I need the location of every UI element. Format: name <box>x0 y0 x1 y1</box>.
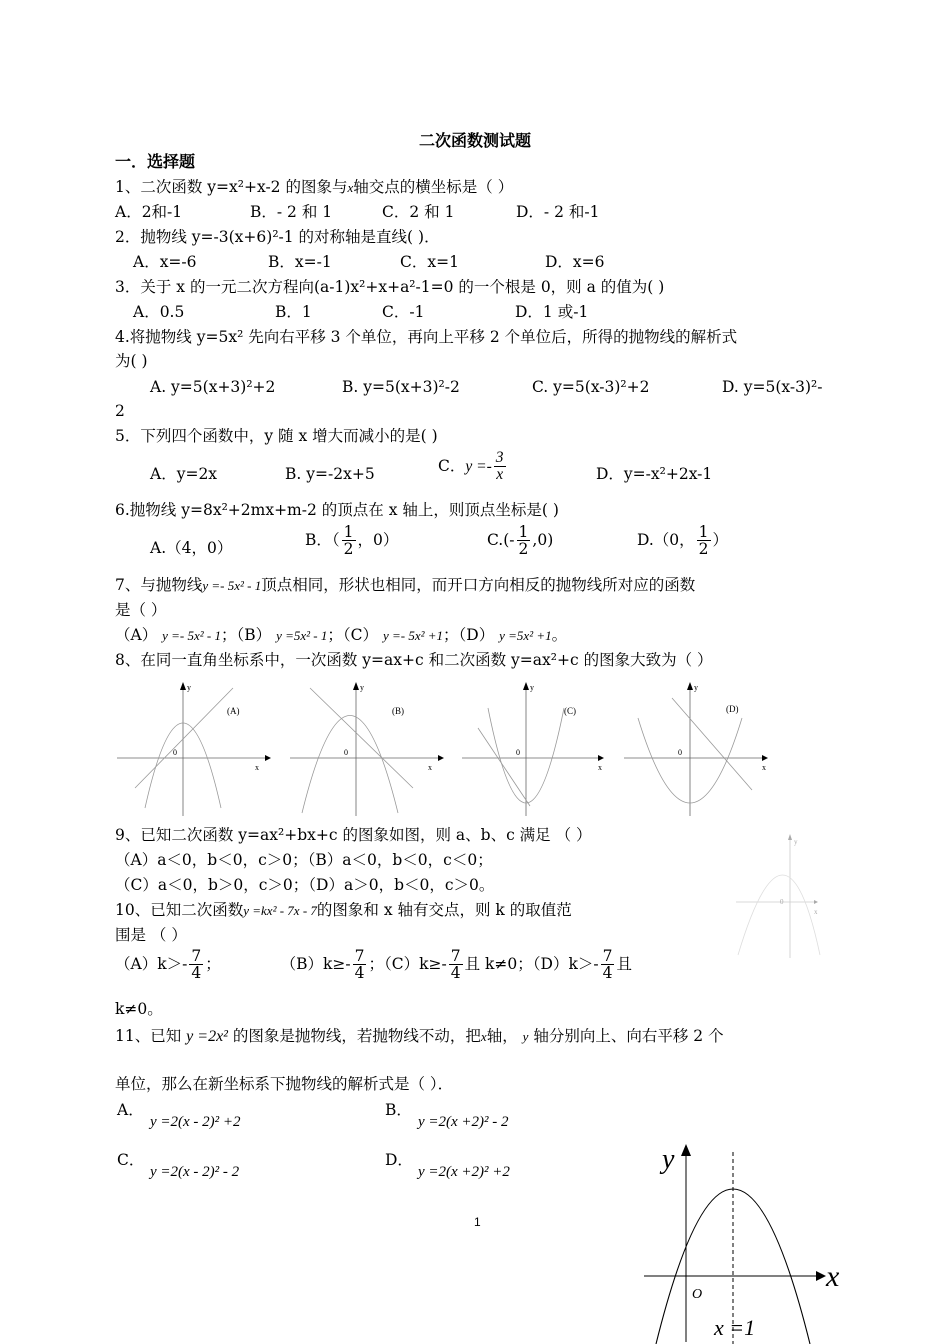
q11-stem-cont: 单位，那么在新坐标系下抛物线的解析式是（ ）． <box>115 1075 454 1093</box>
q7-options: （A） y =- 5x² - 1；（B） y =5x² - 1；（C） y =- 5x² +1；（D） y =5x² +1。 <box>115 626 568 644</box>
x-label: x <box>255 763 259 772</box>
q11-option-a-label: A． <box>117 1101 144 1119</box>
q9-options-2: （C）a＜0，b＞0，c＞0；（D）a＞0，b＜0，c＞0。 <box>115 876 495 894</box>
q4-stem-cont: 为( ) <box>115 352 148 370</box>
symmetry-axis-label: x =1 <box>714 1315 756 1340</box>
line <box>310 688 413 788</box>
q2-option-a: A．x=-6 <box>133 253 197 271</box>
graph-label: (B) <box>392 706 404 716</box>
q3-stem: 3．关于 x 的一元二次方程向(a-1)x²+x+a²-1=0 的一个根是 0，则 a 的值为( ) <box>115 278 665 296</box>
page-number: 1 <box>474 1215 481 1229</box>
y-label: y <box>794 838 798 846</box>
q6-option-d: D.（0， $\frac{1}{2}$ ） <box>637 523 729 559</box>
q11-option-a: y =2(x - 2)² +2 <box>150 1114 241 1130</box>
q5-option-d: D．y=-x²+2x-1 <box>596 465 713 483</box>
parabola <box>738 875 820 955</box>
q6-option-a: A.（4，0） <box>150 539 233 557</box>
q4-option-d: D. y=5(x-3)²- <box>722 378 823 396</box>
q8-graph-c <box>460 678 620 818</box>
q3-option-c: C．-1 <box>382 303 425 321</box>
q5-option-b: B. y=-2x+5 <box>285 465 375 483</box>
q10-stem-cont: 围是 （ ） <box>115 926 187 944</box>
q9-stem: 9、已知二次函数 y=ax²+bx+c 的图象如图，则 a、b、c 满足 （ ） <box>115 826 592 844</box>
origin-label: 0 <box>516 748 520 757</box>
q3-option-d: D．1 或-1 <box>515 303 589 321</box>
q6-option-b: B．（ $\frac{1}{2}$ ，0） <box>305 523 399 559</box>
q1-stem: 1、二次函数 y=x²+x-2 的图象与x轴交点的横坐标是（ ） <box>115 178 514 196</box>
q8-graph-b <box>288 678 448 818</box>
q4-option-a: A. y=5(x+3)²+2 <box>150 378 276 396</box>
x-label: x <box>762 763 766 772</box>
q4-option-d-wrap: 2 <box>115 402 125 420</box>
q4-option-b: B. y=5(x+3)²-2 <box>342 378 460 396</box>
line <box>478 728 530 806</box>
q4-option-c: C. y=5(x-3)²+2 <box>532 378 650 396</box>
x-label: x <box>826 1260 840 1293</box>
q2-stem: 2．抛物线 y=-3(x+6)²-1 的对称轴是直线( )． <box>115 228 440 246</box>
graph-label: (A) <box>227 706 240 716</box>
q8-graph-a <box>115 678 275 818</box>
origin-label: 0 <box>344 748 348 757</box>
q10-options-wrap: k≠0。 <box>115 1000 163 1018</box>
y-label: y <box>187 683 191 692</box>
q5-option-c: C．y =- $\frac{3}{x}$ <box>438 449 504 484</box>
q9-options-1: （A）a＜0，b＜0，c＞0；（B）a＜0，b＜0，c＜0； <box>115 851 493 869</box>
q3-option-a: A．0.5 <box>133 303 185 321</box>
graph-label: (C) <box>564 706 576 716</box>
q11-stem: 11、已知 y =2x² 的图象是抛物线，若抛物线不动，把x轴， y 轴分别向上、向右平移 2 个 <box>115 1027 724 1045</box>
graph-label: (D) <box>726 704 739 714</box>
q8-stem: 8、在同一直角坐标系中，一次函数 y=ax+c 和二次函数 y=ax²+c 的图象大致为（ ） <box>115 651 713 669</box>
q3-option-b: B．1 <box>275 303 312 321</box>
q1-option-a: A．2和-1 <box>115 203 183 221</box>
parabola-graph <box>640 1138 850 1344</box>
q7-stem-cont: 是（ ） <box>115 601 167 619</box>
line <box>672 698 752 790</box>
q10-options: （A）k＞- $\frac{7}{4}$ ； （B）k≥- $\frac{7}{4}$ ；（C）k≥- $\frac{7}{4}$ 且 k≠0；（D）k＞- $\frac{7}{4}$ 且 <box>115 947 632 983</box>
q7-stem: 7、与抛物线y =- 5x² - 1顶点相同，形状也相同，而开口方向相反的抛物线所对应的函数 <box>115 576 696 594</box>
y-label: y <box>694 683 698 692</box>
line <box>135 688 233 788</box>
q2-option-b: B．x=-1 <box>268 253 332 271</box>
page-title: 二次函数测试题 <box>418 131 531 150</box>
origin-label: 0 <box>173 748 177 757</box>
q9-graph <box>728 830 828 960</box>
y-label: y <box>360 683 364 692</box>
q1-option-d: D．- 2 和-1 <box>516 203 600 221</box>
q6-stem: 6.抛物线 y=8x²+2mx+m-2 的顶点在 x 轴上，则顶点坐标是( ) <box>115 501 559 519</box>
x-label: x <box>814 908 818 916</box>
origin-label: 0 <box>780 898 784 906</box>
q11-option-d-label: D． <box>385 1151 413 1169</box>
x-label: x <box>428 763 432 772</box>
q11-option-c-label: C． <box>117 1151 145 1169</box>
section-heading: 一．选择题 <box>115 152 196 171</box>
parabola <box>302 716 398 814</box>
y-label: y <box>530 683 534 692</box>
origin-label: 0 <box>678 748 682 757</box>
q10-stem: 10、已知二次函数y =kx² - 7x - 7的图象和 x 轴有交点，则 k 的取值范 <box>115 901 572 919</box>
q6-option-c: C.(- $\frac{1}{2}$ ,0) <box>487 523 554 559</box>
q2-option-d: D．x=6 <box>545 253 605 271</box>
q4-stem: 4.将抛物线 y=5x² 先向右平移 3 个单位，再向上平移 2 个单位后，所得的抛物线的解析式 <box>115 328 738 346</box>
q5-option-a: A．y=2x <box>150 465 218 483</box>
q11-option-b-label: B． <box>385 1101 412 1119</box>
q1-option-c: C．2 和 1 <box>382 203 455 221</box>
q11-option-b: y =2(x +2)² - 2 <box>418 1114 509 1130</box>
q11-option-c: y =2(x - 2)² - 2 <box>150 1164 240 1180</box>
q8-graph-d <box>622 678 782 818</box>
q2-option-c: C．x=1 <box>400 253 459 271</box>
y-label: y <box>662 1144 675 1175</box>
q1-option-b: B．- 2 和 1 <box>250 203 333 221</box>
x-label: x <box>598 763 602 772</box>
q5-stem: 5．下列四个函数中，y 随 x 增大而减小的是( ) <box>115 427 438 445</box>
q11-option-d: y =2(x +2)² +2 <box>418 1164 510 1180</box>
origin-label: O <box>692 1287 703 1302</box>
